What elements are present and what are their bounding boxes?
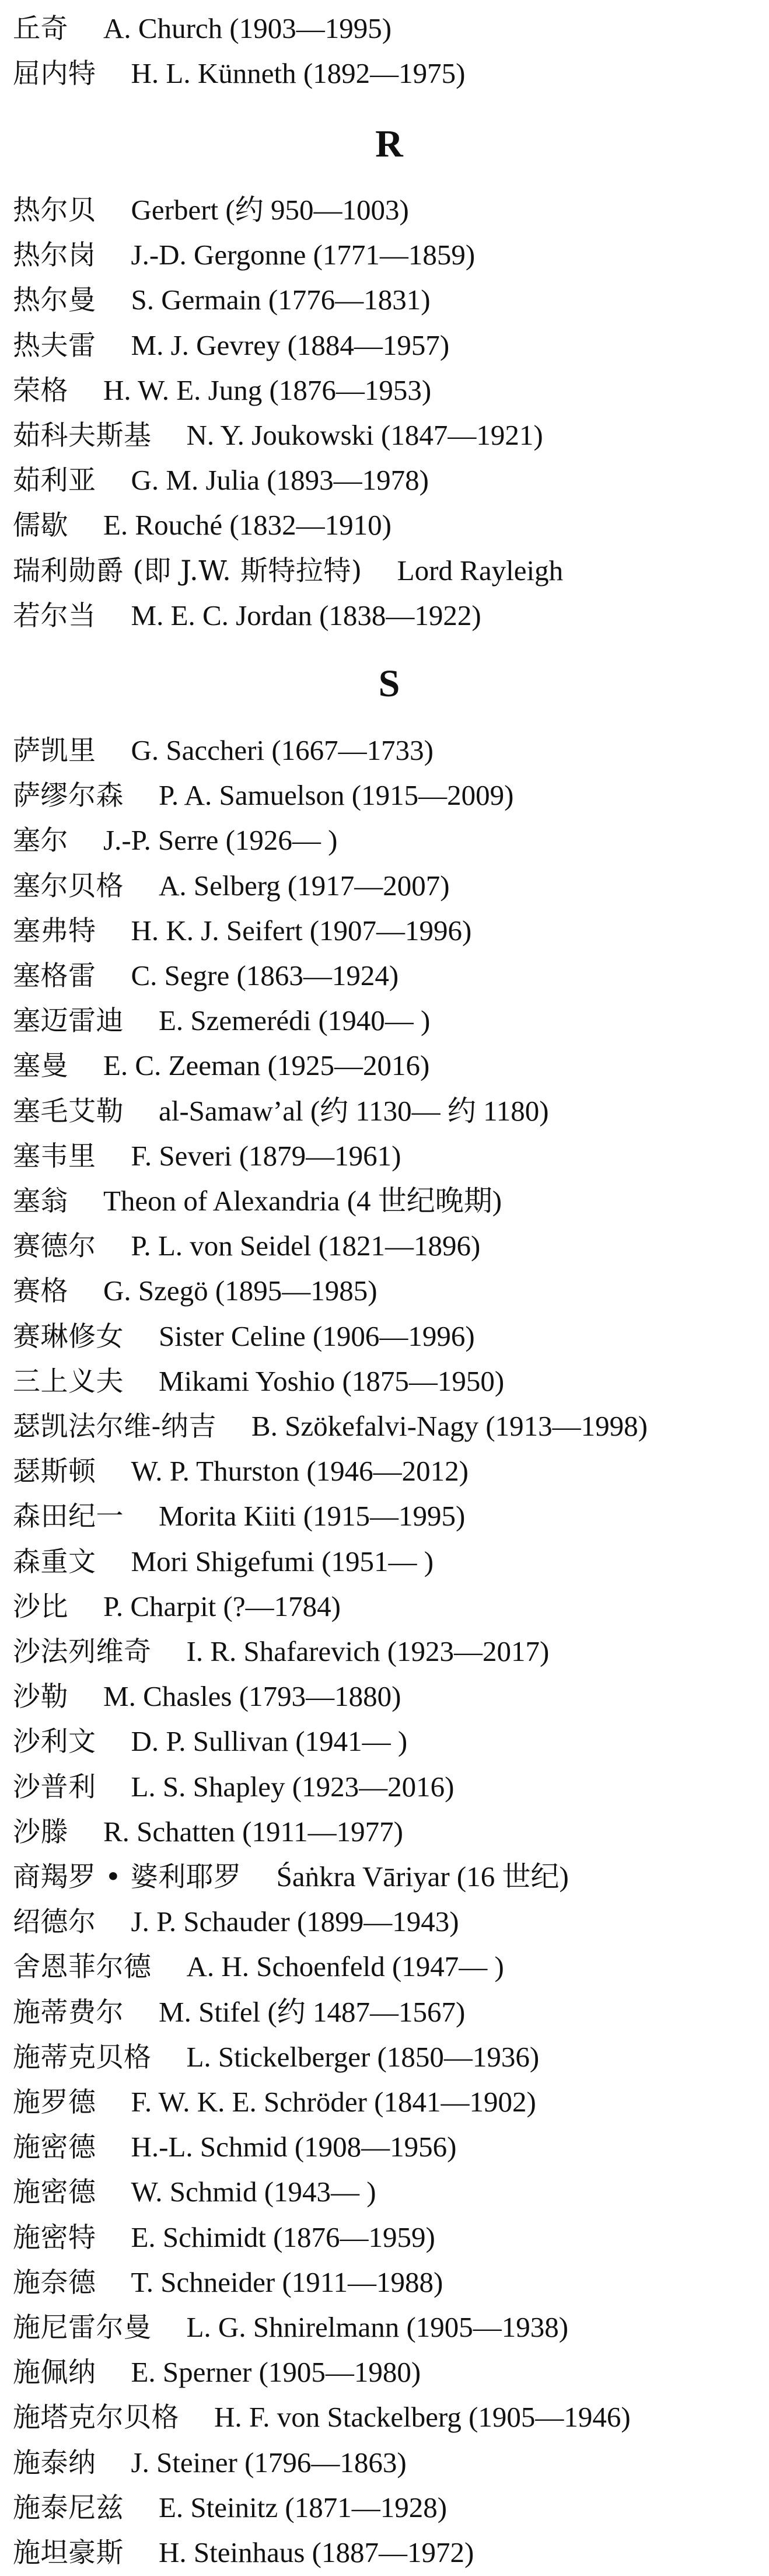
original-name: D. P. Sullivan (1941— ) (131, 1725, 408, 1758)
chinese-name: 施罗德 (13, 2086, 96, 2118)
original-name: S. Germain (1776—1831) (131, 284, 431, 316)
chinese-name: 施奈德 (13, 2266, 96, 2299)
index-entry (13, 368, 765, 413)
original-name: G. M. Julia (1893—1978) (131, 464, 429, 497)
chinese-name: 沙勒 (13, 1681, 68, 1713)
index-entry (13, 2305, 765, 2350)
original-name: E. Rouché (1832—1910) (103, 509, 392, 542)
index-entry (13, 1178, 765, 1223)
original-name: L. G. Shnirelmann (1905—1938) (186, 2311, 569, 2343)
index-entry (13, 1043, 765, 1088)
index-entry (13, 728, 765, 773)
index-entry (13, 51, 765, 96)
original-name: E. Steinitz (1871—1928) (159, 2491, 448, 2523)
original-name: Lord Rayleigh (397, 554, 564, 587)
chinese-name: 塞韦里 (13, 1140, 96, 1172)
chinese-name: 施蒂费尔 (13, 1996, 124, 2029)
original-name: W. P. Thurston (1946—2012) (131, 1455, 469, 1488)
chinese-name: 施塔克尔贝格 (13, 2402, 179, 2434)
index-entry (13, 1133, 765, 1178)
index-entry (13, 232, 765, 277)
original-name: J.-P. Serre (1926— ) (103, 824, 338, 857)
index-entry (13, 1448, 765, 1493)
chinese-name: 商羯罗 • 婆利耶罗 (13, 1861, 242, 1893)
chinese-name: 三上义夫 (13, 1365, 124, 1398)
chinese-name: 儒歇 (13, 509, 68, 542)
chinese-name: 热尔岗 (13, 239, 96, 272)
original-name: M. E. C. Jordan (1838—1922) (131, 599, 481, 631)
original-name: J. Steiner (1796—1863) (131, 2446, 407, 2479)
original-name: G. Szegö (1895—1985) (103, 1275, 377, 1307)
original-name: Mikami Yoshio (1875—1950) (159, 1364, 505, 1397)
index-entry (13, 1359, 765, 1404)
chinese-name: 塞翁 (13, 1185, 68, 1217)
original-name: H. Steinhaus (1887—1972) (159, 2536, 474, 2568)
index-entry (13, 2124, 765, 2169)
chinese-name: 丘奇 (13, 13, 68, 45)
original-name: E. Sperner (1905—1980) (131, 2356, 421, 2389)
original-name: H.-L. Schmid (1908—1956) (131, 2131, 457, 2163)
index-entry (13, 1539, 765, 1584)
original-name: A. Church (1903—1995) (103, 12, 392, 44)
index-entry (13, 1268, 765, 1313)
chinese-name: 塞迈雷迪 (13, 1005, 124, 1038)
chinese-name: 塞尔贝格 (13, 870, 124, 902)
chinese-name: 沙滕 (13, 1816, 68, 1848)
index-entry (13, 1989, 765, 2034)
index-entry (13, 2350, 765, 2395)
original-name: M. Chasles (1793—1880) (103, 1680, 401, 1713)
index-entry (13, 953, 765, 998)
original-name: N. Y. Joukowski (1847—1921) (186, 419, 543, 451)
chinese-name: 沙法列维奇 (13, 1636, 152, 1668)
index-entry (13, 502, 765, 547)
index-entry (13, 1854, 765, 1899)
index-entry (13, 1809, 765, 1854)
chinese-name: 施泰纳 (13, 2446, 96, 2479)
index-entry (13, 1584, 765, 1629)
index-entry (13, 1764, 765, 1809)
index-entry (13, 548, 765, 593)
original-name: P. L. von Seidel (1821—1896) (131, 1230, 481, 1262)
index-entry (13, 413, 765, 458)
chinese-name: 茹科夫斯基 (13, 420, 152, 452)
original-name: R. Schatten (1911—1977) (103, 1815, 403, 1848)
original-name: E. C. Zeeman (1925—2016) (103, 1049, 430, 1082)
chinese-name: 萨凯里 (13, 735, 96, 767)
original-name: J. P. Schauder (1899—1943) (131, 1905, 459, 1938)
original-name: al-Samaw’al (约 1130— 约 1180) (159, 1094, 549, 1127)
index-entry (13, 1404, 765, 1448)
chinese-name: 施密德 (13, 2131, 96, 2164)
original-name: Śaṅkra Vāriyar (16 世纪) (276, 1861, 569, 1893)
index-entry (13, 1223, 765, 1268)
original-name: H. L. Künneth (1892—1975) (131, 57, 466, 90)
index-entry (13, 323, 765, 368)
chinese-name: 茹利亚 (13, 465, 96, 497)
chinese-name: 赛德尔 (13, 1230, 96, 1263)
original-name: M. Stifel (约 1487—1567) (159, 1995, 466, 2028)
chinese-name: 塞尔 (13, 825, 68, 857)
original-name: Mori Shigefumi (1951— ) (131, 1545, 434, 1577)
chinese-name: 施尼雷尔曼 (13, 2312, 152, 2344)
chinese-name: 施泰尼兹 (13, 2491, 124, 2524)
chinese-name: 萨缪尔森 (13, 780, 124, 812)
chinese-name: 热尔贝 (13, 194, 96, 226)
index-entry (13, 187, 765, 232)
section-heading-s: S (378, 662, 400, 705)
chinese-name: 施佩纳 (13, 2357, 96, 2389)
original-name: F. Severi (1879—1961) (131, 1139, 401, 1172)
chinese-name: 森田纪一 (13, 1500, 124, 1533)
original-name: G. Saccheri (1667—1733) (131, 734, 434, 766)
original-name: Theon of Alexandria (4 世纪晚期) (103, 1185, 502, 1217)
original-name: P. A. Samuelson (1915—2009) (159, 779, 514, 812)
index-entry (13, 458, 765, 502)
chinese-name: 热夫雷 (13, 329, 96, 362)
original-name: E. Szemerédi (1940— ) (159, 1004, 431, 1037)
chinese-name: 施密特 (13, 2221, 96, 2254)
index-entry (13, 2169, 765, 2214)
original-name: E. Schimidt (1876—1959) (131, 2221, 435, 2253)
index-entry (13, 818, 765, 863)
index-entry (13, 6, 765, 51)
chinese-name: 若尔当 (13, 599, 96, 632)
chinese-name: 塞曼 (13, 1050, 68, 1083)
chinese-name: 塞毛艾勒 (13, 1095, 124, 1128)
chinese-name: 瑟斯顿 (13, 1455, 96, 1488)
section-heading-r: R (375, 123, 403, 165)
original-name: W. Schmid (1943— ) (131, 2176, 376, 2208)
original-name: A. Selberg (1917—2007) (159, 869, 450, 902)
original-name: L. S. Shapley (1923—2016) (131, 1770, 455, 1803)
index-entry (13, 2034, 765, 2079)
original-name: H. K. J. Seifert (1907—1996) (131, 914, 472, 947)
original-name: F. W. K. E. Schröder (1841—1902) (131, 2086, 536, 2118)
index-entry (13, 277, 765, 322)
original-name: C. Segre (1863—1924) (131, 959, 399, 992)
original-name: L. Stickelberger (1850—1936) (186, 2040, 540, 2073)
original-name: P. Charpit (?—1784) (103, 1590, 341, 1622)
index-entry (13, 1629, 765, 1674)
original-name: M. J. Gevrey (1884—1957) (131, 329, 450, 361)
index-entry (13, 998, 765, 1043)
chinese-name: 荣格 (13, 374, 68, 407)
chinese-name: 赛格 (13, 1275, 68, 1308)
index-entry (13, 1088, 765, 1133)
index-entry (13, 908, 765, 953)
index-entry (13, 773, 765, 818)
index-entry (13, 2395, 765, 2439)
chinese-name: 赛琳修女 (13, 1320, 124, 1353)
original-name: Morita Kiiti (1915—1995) (159, 1500, 466, 1533)
index-entry (13, 1314, 765, 1359)
chinese-name: 屈内特 (13, 58, 96, 90)
index-entry (13, 2485, 765, 2530)
chinese-name: 沙比 (13, 1590, 68, 1623)
chinese-name: 施坦豪斯 (13, 2537, 124, 2569)
index-entry (13, 2260, 765, 2305)
index-entry (13, 2079, 765, 2124)
index-entry (13, 1674, 765, 1719)
chinese-name: 沙普利 (13, 1771, 96, 1803)
index-entry (13, 863, 765, 908)
chinese-name: 沙利文 (13, 1726, 96, 1758)
chinese-name: 塞格雷 (13, 960, 96, 992)
original-name: H. F. von Stackelberg (1905—1946) (214, 2401, 631, 2434)
chinese-name: 施密德 (13, 2176, 96, 2209)
index-entry (13, 593, 765, 638)
index-entry (13, 1899, 765, 1944)
chinese-name: 森重文 (13, 1545, 96, 1578)
index-entry (13, 2440, 765, 2485)
chinese-name: 塞弗特 (13, 914, 96, 947)
chinese-name: 瑞利勋爵 (即 J.W. 斯特拉特) (13, 554, 362, 587)
original-name: H. W. E. Jung (1876—1953) (103, 374, 432, 406)
index-entry (13, 1719, 765, 1764)
chinese-name: 施蒂克贝格 (13, 2041, 152, 2074)
original-name: J.-D. Gergonne (1771—1859) (131, 239, 476, 271)
original-name: Gerbert (约 950—1003) (131, 194, 409, 226)
chinese-name: 舍恩菲尔德 (13, 1951, 152, 1984)
chinese-name: 绍德尔 (13, 1906, 96, 1939)
original-name: T. Schneider (1911—1988) (131, 2266, 443, 2298)
index-entry (13, 2215, 765, 2260)
original-name: I. R. Shafarevich (1923—2017) (186, 1635, 550, 1667)
chinese-name: 热尔曼 (13, 284, 96, 317)
index-entry (13, 1493, 765, 1538)
original-name: Sister Celine (1906—1996) (159, 1320, 475, 1352)
index-entry (13, 1944, 765, 1989)
original-name: A. H. Schoenfeld (1947— ) (186, 1950, 504, 1983)
original-name: B. Szökefalvi-Nagy (1913—1998) (251, 1410, 648, 1442)
index-entry (13, 2530, 765, 2575)
chinese-name: 瑟凯法尔维-纳吉 (13, 1411, 216, 1443)
